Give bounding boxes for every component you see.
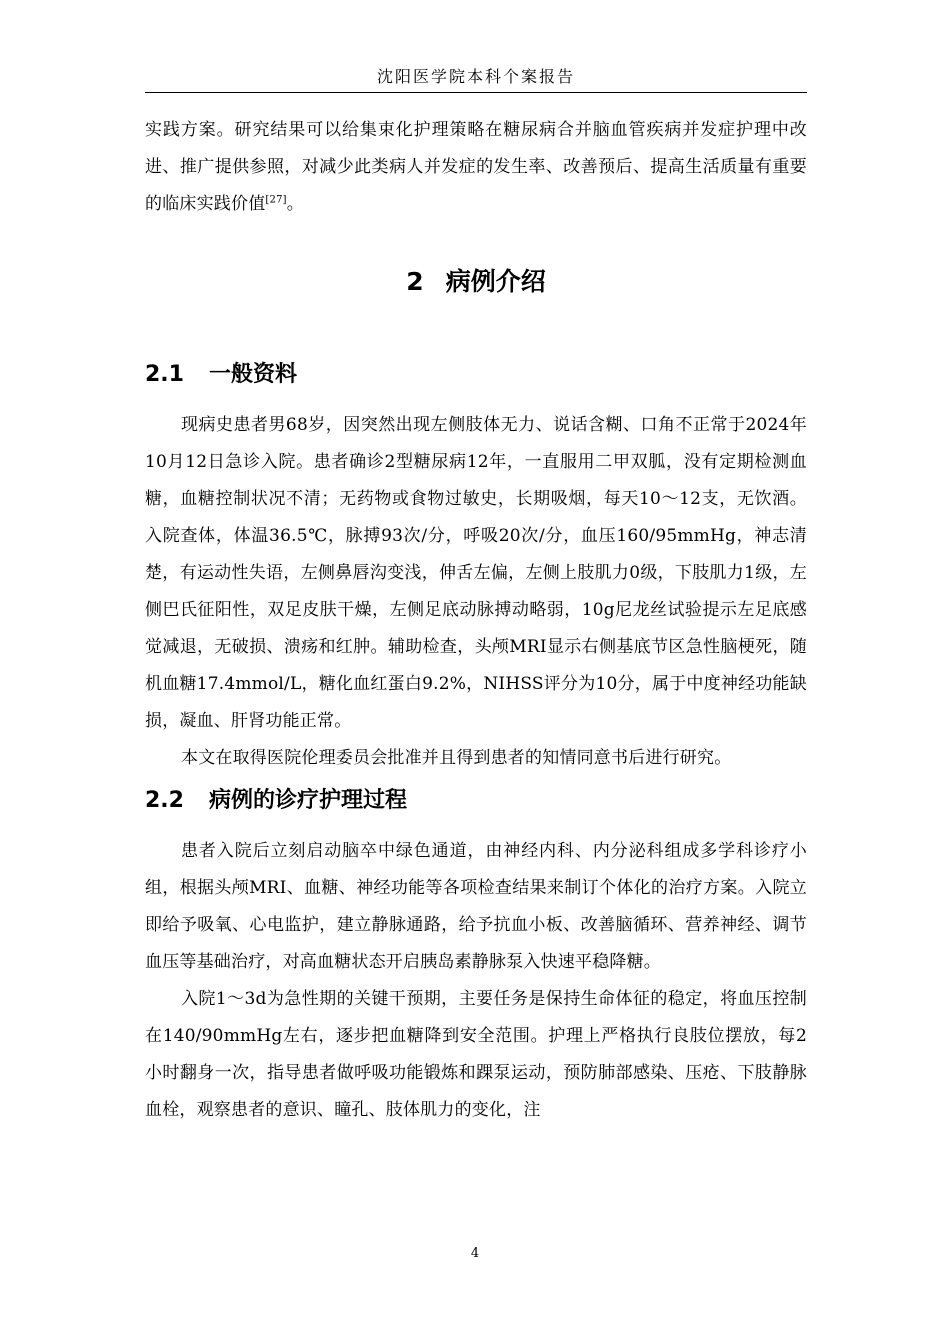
paragraph-ethics: 本文在取得医院伦理委员会批准并且得到患者的知情同意书后进行研究。	[181, 748, 732, 768]
paragraph-acute-phase: 入院1～3d为急性期的关键干预期，主要任务是保持生命体征的稳定，将血压控制在140/90mmHg左右，逐步把血糖降到安全范围。护理上严格执行良肢位摆放，每2小时翻身一次，指导患者做呼吸功能锻炼和踝泵运动，预防肺部感染、压疮、下肢静脉血栓，观察患者的意识、瞳孔、肢体肌力的变化，注	[145, 989, 807, 1120]
section-title-general-info	[145, 355, 807, 395]
section-number: 2.2	[145, 788, 184, 813]
chapter-title	[145, 263, 807, 301]
section-title-treatment	[145, 781, 807, 821]
section-name: 病例的诊疗护理过程	[209, 788, 408, 813]
page-header: 沈阳医学院本科个案报告	[145, 62, 807, 93]
section-number: 2.1	[145, 362, 184, 387]
citation-reference: [27]	[265, 194, 287, 206]
intro-end: 。	[286, 194, 304, 214]
section-name: 一般资料	[209, 362, 298, 387]
paragraph-medical-history: 现病史患者男68岁，因突然出现左侧肢体无力、说话含糊、口角不正常于2024年10月12日急诊入院。患者确诊2型糖尿病12年，一直服用二甲双胍，没有定期检测血糖，血糖控制状况不清；无药物或食物过敏史，长期吸烟，每天10～12支，无饮酒。入院查体，体温36.5℃，脉搏93次/分，呼吸20次/分，血压160/95mmHg，神志清楚，有运动性失语，左侧鼻唇沟变浅，伸舌左偏，左侧上肢肌力0级，下肢肌力1级，左侧巴氏征阳性，双足皮肤干燥，左侧足底动脉搏动略弱，10g尼龙丝试验提示左足底感觉减退，无破损、溃疡和红肿。辅助检查，头颅MRI显示右侧基底节区急性脑梗死，随机血糖17.4mmol/L，糖化血红蛋白9.2%，NIHSS评分为10分，属于中度神经功能缺损，凝血、肝肾功能正常。	[145, 415, 807, 731]
chapter-number: 2	[406, 267, 424, 296]
paragraph-treatment-start: 患者入院后立刻启动脑卒中绿色通道，由神经内科、内分泌科组成多学科诊疗小组，根据头颅MRI、血糖、神经功能等各项检查结果来制订个体化的治疗方案。入院立即给予吸氧、心电监护，建立静脉通路，给予抗血小板、改善脑循环、营养神经、调节血压等基础治疗，对高血糖状态开启胰岛素静脉泵入快速平稳降糖。	[145, 841, 807, 972]
chapter-name: 病例介绍	[445, 267, 546, 296]
intro-paragraph	[145, 112, 807, 223]
page-number: 4	[470, 1246, 480, 1261]
page-content	[145, 112, 807, 1129]
intro-text: 实践方案。研究结果可以给集束化护理策略在糖尿病合并脑血管疾病并发症护理中改进、推广提供参照，对减少此类病人并发症的发生率、改善预后、提高生活质量有重要的临床实践价值	[145, 120, 807, 214]
